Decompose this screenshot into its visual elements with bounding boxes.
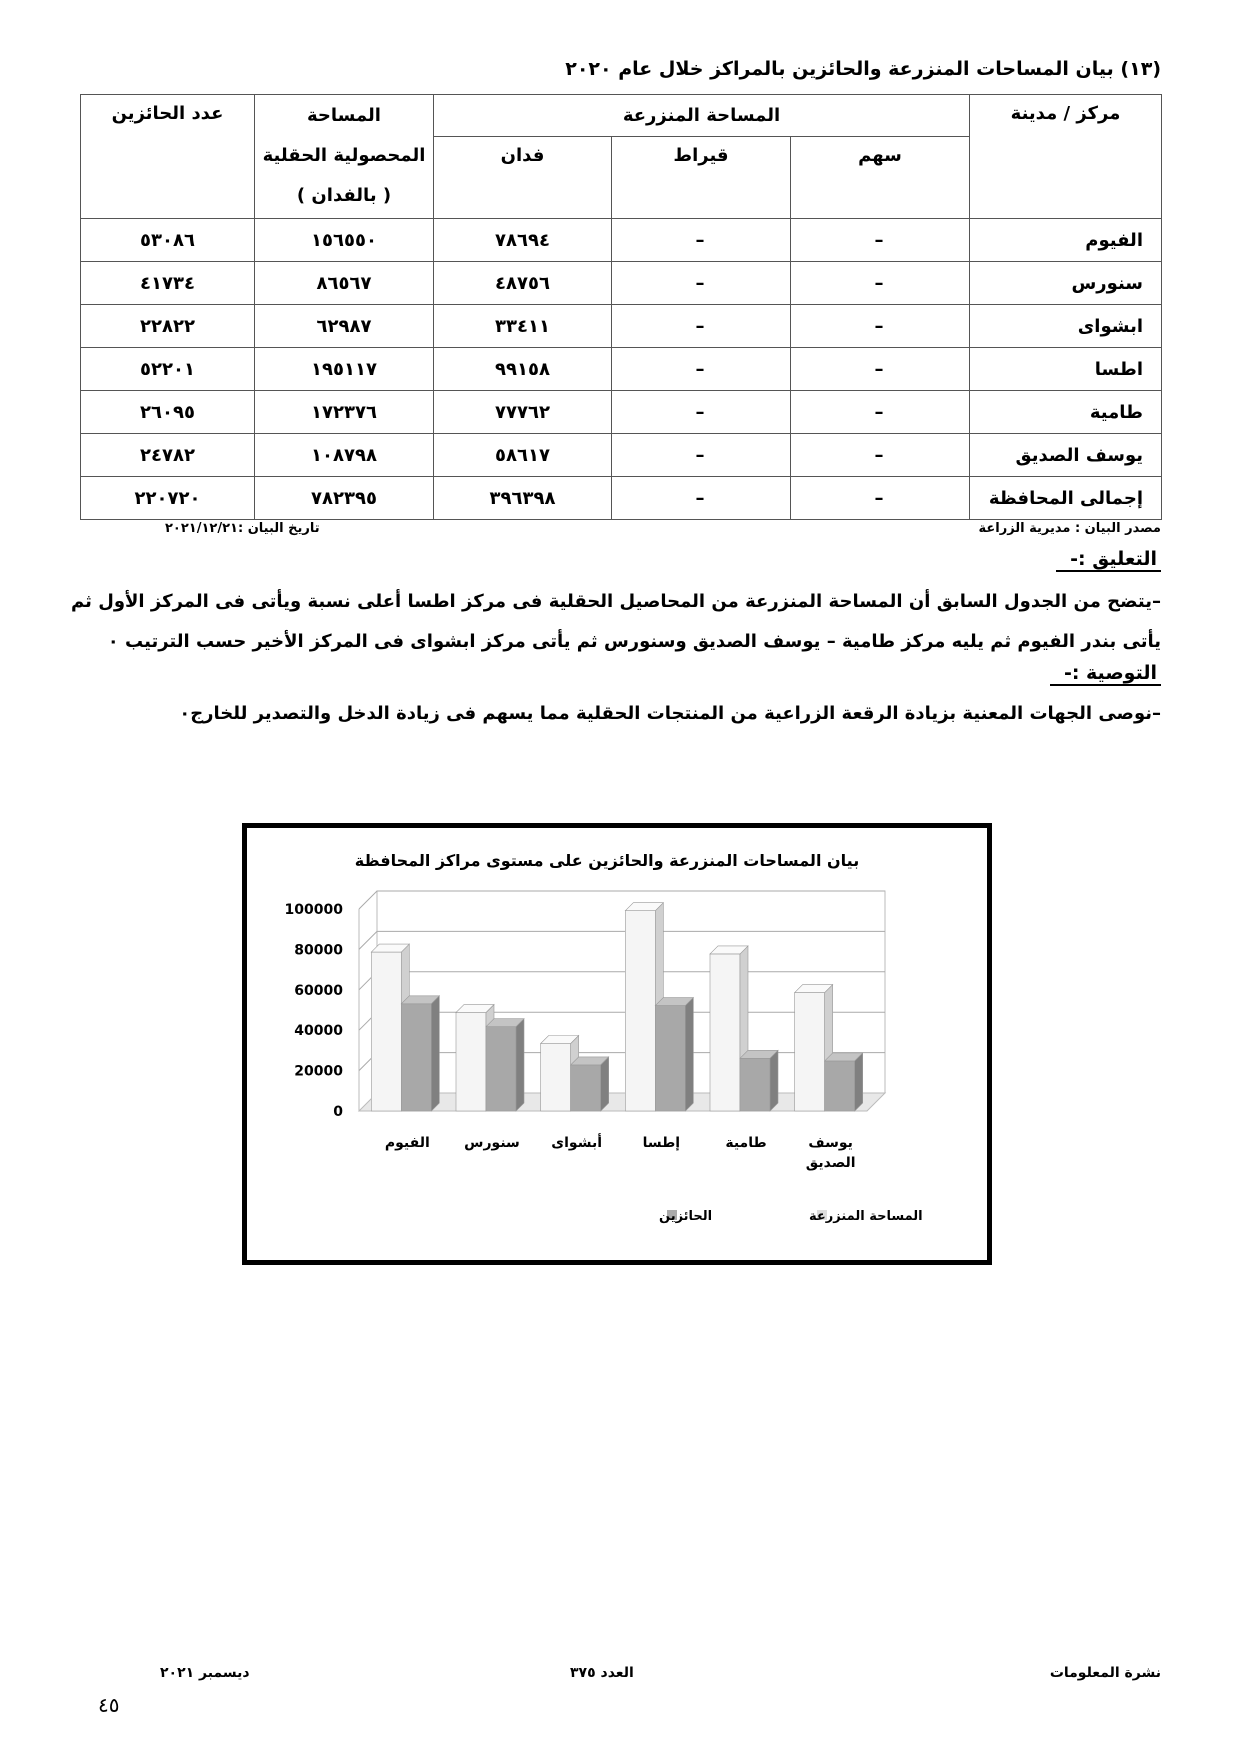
cell-crop-area: ١٥٦٥٥٠ [255, 219, 434, 262]
header-holders: عدد الحائزين [81, 95, 255, 219]
bar [486, 1027, 516, 1111]
page-title: (١٣) بيان المساحات المنزرعة والحائزين بالمراكز خلال عام ٢٠٢٠ [565, 58, 1161, 80]
cell-holders: ٢٦٠٩٥ [81, 391, 255, 434]
header-crop-area-line1: المساحة [307, 105, 381, 126]
cell-feddan: ٩٩١٥٨ [434, 348, 612, 391]
header-cultivated-area: المساحة المنزرعة [434, 95, 970, 137]
cell-sahm: – [791, 305, 970, 348]
cell-feddan: ٥٨٦١٧ [434, 434, 612, 477]
cell-sahm: – [791, 219, 970, 262]
cell-holders: ٢٢٨٢٢ [81, 305, 255, 348]
y-tick-label: 20000 [294, 1063, 343, 1080]
table-row [81, 305, 1162, 348]
bar [825, 1061, 855, 1111]
cell-crop-area: ٨٦٥٦٧ [255, 262, 434, 305]
cell-qirat: – [612, 305, 791, 348]
x-tick-label: الفيوم [384, 1135, 430, 1151]
table-row [81, 348, 1162, 391]
header-crop-area-line2: المحصولية الحقلية [262, 145, 426, 166]
x-tick-label: طامية [725, 1135, 767, 1151]
cell-feddan: ٧٨٦٩٤ [434, 219, 612, 262]
bar [571, 1065, 601, 1111]
cell-crop-area: ١٩٥١١٧ [255, 348, 434, 391]
cell-city: يوسف الصديق [970, 434, 1162, 477]
x-tick-label: سنورس [464, 1135, 520, 1151]
cell-crop-area: ٦٢٩٨٧ [255, 305, 434, 348]
comment-heading: التعليق :- [1056, 548, 1161, 572]
bar [401, 1004, 431, 1111]
data-table [80, 94, 1162, 520]
x-tick-label: يوسف [808, 1135, 853, 1151]
recommendation-text: –نوصى الجهات المعنية بزيادة الرقعة الزراعية من المنتجات الحقلية مما يسهم فى زيادة الدخل والتصدير للخارج٠ [179, 703, 1161, 724]
cell-qirat: – [612, 434, 791, 477]
footer-issue: العدد ٣٧٥ [570, 1665, 634, 1681]
bar [655, 1006, 685, 1111]
chart-container [242, 823, 992, 1265]
cell-city: اطسا [970, 348, 1162, 391]
footer-publication: نشرة المعلومات [1049, 1665, 1161, 1681]
cell-feddan: ٣٣٤١١ [434, 305, 612, 348]
x-tick-label: أبشواى [551, 1135, 603, 1151]
y-tick-label: 80000 [294, 942, 343, 959]
cell-sahm: – [791, 348, 970, 391]
cell-holders: ٥٣٠٨٦ [81, 219, 255, 262]
cell-sahm: – [791, 262, 970, 305]
cell-city: سنورس [970, 262, 1162, 305]
cell-city: طامية [970, 391, 1162, 434]
cell-sahm: – [791, 434, 970, 477]
bar [740, 1058, 770, 1111]
bar [625, 911, 655, 1111]
comment-text: –يتضح من الجدول السابق أن المساحة المنزرعة من المحاصيل الحقلية فى مركز اطسا أعلى نسبة ويأتى فى المركز الأول ثم يأتى بندر الفيوم ثم يليه مركز طامية – يوسف الصديق وسنورس ثم يأتى مركز ابشواى فى المركز الأخير حسب الترتيب ٠ [71, 591, 1161, 652]
date-text: تاريخ البيان :٢٠٢١/١٢/٢١ [165, 521, 320, 536]
cell-qirat: – [612, 477, 791, 520]
header-qirat: قيراط [612, 137, 791, 219]
bar-side [770, 1050, 778, 1111]
chart-title: بيان المساحات المنزرعة والحائزين على مستوى مراكز المحافظة [354, 851, 860, 870]
page-number: ٤٥ [98, 1693, 120, 1717]
table-row [81, 262, 1162, 305]
x-tick-label: الصديق [805, 1155, 856, 1171]
cell-feddan: ٤٨٧٥٦ [434, 262, 612, 305]
cell-feddan: ٧٧٧٦٢ [434, 391, 612, 434]
y-tick-label: 0 [333, 1104, 343, 1120]
cell-qirat: – [612, 262, 791, 305]
header-city: مركز / مدينة [970, 95, 1162, 219]
x-tick-label: إطسا [642, 1135, 681, 1151]
cell-crop-area: ١٠٨٧٩٨ [255, 434, 434, 477]
legend-label: المساحة المنزرعة [809, 1209, 923, 1224]
header-feddan: فدان [434, 137, 612, 219]
cell-sahm: – [791, 391, 970, 434]
bar-chart [247, 828, 987, 1260]
cell-holders: ٤١٧٣٤ [81, 262, 255, 305]
cell-crop-area: ١٧٢٣٧٦ [255, 391, 434, 434]
source-text: مصدر البيان : مديرية الزراعة [978, 521, 1161, 536]
legend-label: الحائزين [659, 1209, 713, 1224]
table-row [81, 391, 1162, 434]
cell-city: الفيوم [970, 219, 1162, 262]
bar-side [855, 1053, 863, 1111]
header-crop-area [255, 95, 434, 219]
footer-date: ديسمبر ٢٠٢١ [160, 1665, 250, 1681]
recommendation-heading: التوصية :- [1050, 662, 1161, 686]
bar [795, 993, 825, 1111]
y-tick-label: 100000 [284, 902, 343, 918]
cell-qirat: – [612, 219, 791, 262]
bar [541, 1044, 571, 1111]
y-tick-label: 40000 [294, 1023, 343, 1040]
bar-side [601, 1057, 609, 1111]
cell-holders: ٥٢٢٠١ [81, 348, 255, 391]
table-row [81, 477, 1162, 520]
header-sahm: سهم [791, 137, 970, 219]
cell-crop-area: ٧٨٢٣٩٥ [255, 477, 434, 520]
cell-qirat: – [612, 348, 791, 391]
bar-side [431, 996, 439, 1111]
cell-city: ابشواى [970, 305, 1162, 348]
bar-side [685, 998, 693, 1111]
bar [710, 954, 740, 1111]
cell-feddan: ٣٩٦٣٩٨ [434, 477, 612, 520]
cell-qirat: – [612, 391, 791, 434]
bar [371, 952, 401, 1111]
table-row [81, 434, 1162, 477]
bar [456, 1013, 486, 1111]
bar-side [516, 1019, 524, 1111]
cell-holders: ٢٤٧٨٢ [81, 434, 255, 477]
table-row [81, 219, 1162, 262]
cell-sahm: – [791, 477, 970, 520]
y-tick-label: 60000 [294, 982, 343, 999]
cell-city: إجمالى المحافظة [970, 477, 1162, 520]
header-crop-area-line3: ( بالفدان ) [296, 185, 392, 206]
cell-holders: ٢٢٠٧٢٠ [81, 477, 255, 520]
